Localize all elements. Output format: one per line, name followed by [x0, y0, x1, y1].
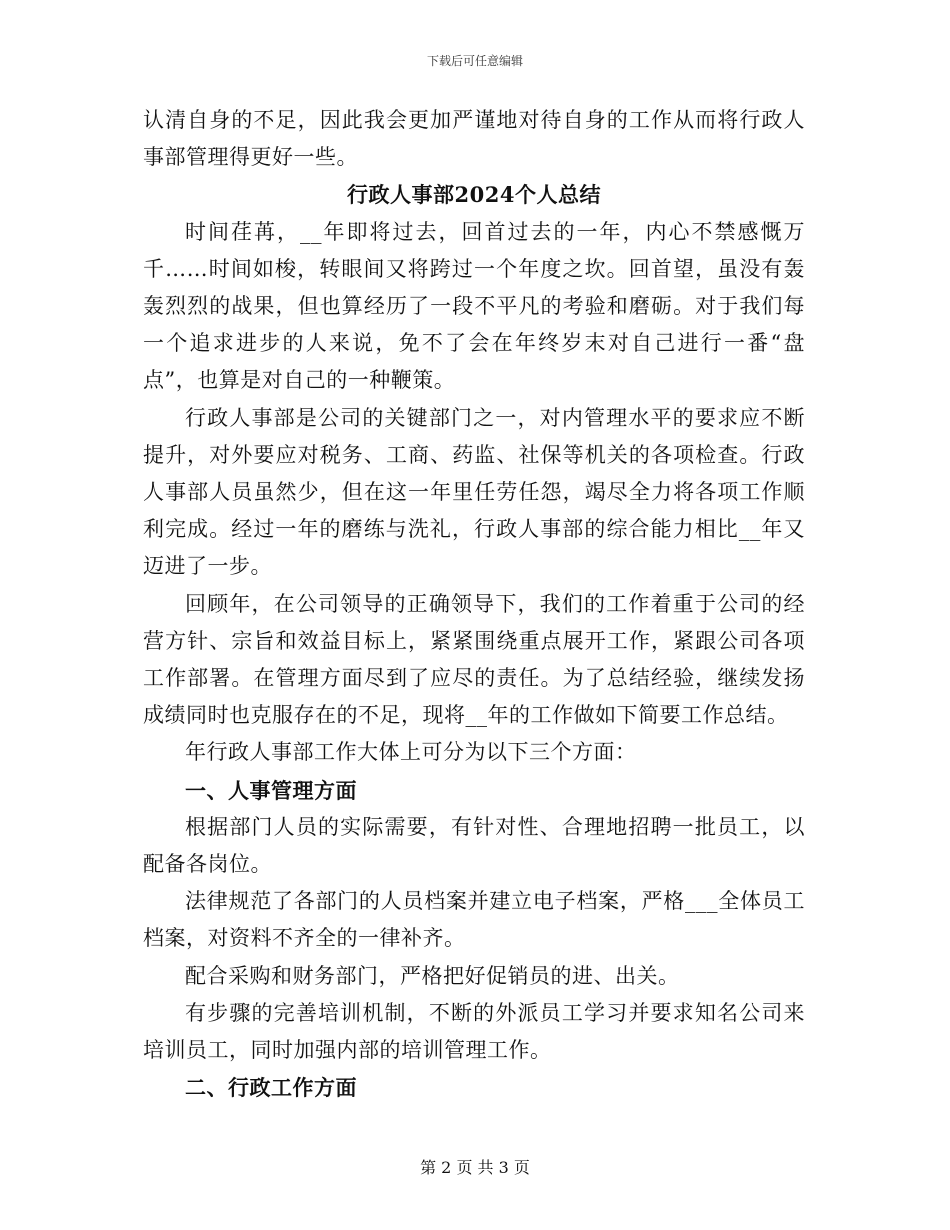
paragraph: 有步骤的完善培训机制，不断的外派员工学习并要求知名公司来培训员工，同时加强内部的培训管理工作。: [143, 1000, 805, 1063]
page-footer: 第 2 页 共 3 页: [420, 1158, 530, 1177]
page-header: 下载后可任意编辑: [426, 54, 523, 68]
document-title: 行政人事部2024个人总结: [347, 182, 601, 208]
paragraph: 法律规范了各部门的人员档案并建立电子档案，严格___全体员工档案，对资料不齐全的一律补齐。: [143, 889, 805, 951]
document-body: [143, 102, 805, 1106]
paragraph: 年行政人事部工作大体上可分为以下三个方面：: [185, 740, 637, 765]
paragraph: 根据部门人员的实际需要，有针对性、合理地招聘一批员工，以配备各岗位。: [143, 814, 805, 877]
paragraph: 回顾年，在公司领导的正确领导下，我们的工作着重于公司的经营方针、宗旨和效益目标上，紧紧围绕重点展开工作，紧跟公司各项工作部署。在管理方面尽到了应尽的责任。为了总结经验，继续发扬成绩同时也克服存在的不足，现将__年的工作做如下简要工作总结。: [143, 591, 805, 728]
section-heading: 一、人事管理方面: [185, 777, 357, 803]
section-heading: 二、行政工作方面: [185, 1075, 357, 1101]
paragraph-continuation: 认清自身的不足，因此我会更加严谨地对待自身的工作从而将行政人事部管理得更好一些。: [143, 108, 805, 170]
paragraph: 行政人事部是公司的关键部门之一，对内管理水平的要求应不断提升，对外要应对税务、工商、药监、社保等机关的各项检查。行政人事部人员虽然少，但在这一年里任劳任怨，竭尽全力将各项工作顺利完成。经过一年的磨练与洗礼，行政人事部的综合能力相比__年又迈进了一步。: [143, 405, 805, 579]
paragraph: 配合采购和财务部门，严格把好促销员的进、出关。: [185, 963, 680, 988]
paragraph: 时间荏苒，__年即将过去，回首过去的一年，内心不禁感慨万千……时间如梭，转眼间又将跨过一个年度之坎。回首望，虽没有轰轰烈烈的战果，但也算经历了一段不平凡的考验和磨砺。对于我们每一个追求进步的人来说，免不了会在年终岁末对自己进行一番“盘点”，也算是对自己的一种鞭策。: [143, 219, 805, 393]
